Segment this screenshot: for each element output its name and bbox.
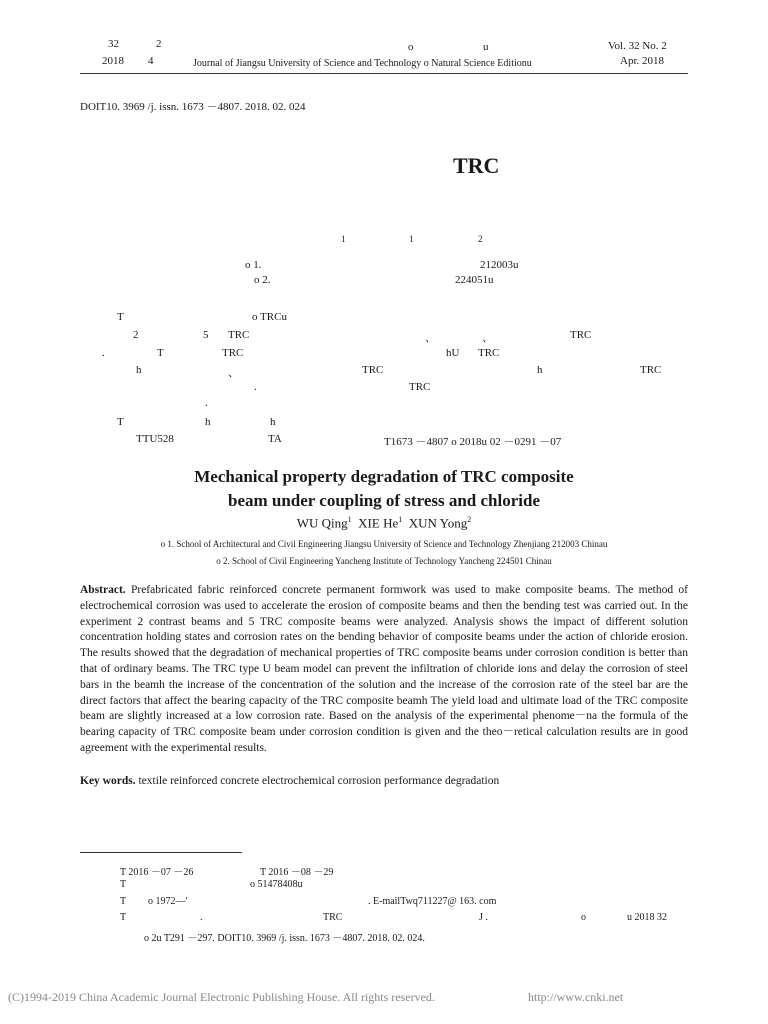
keywords-cn-fragment: h xyxy=(205,416,211,428)
abstract-cn-fragment: . xyxy=(254,381,257,393)
footnote-fund: T xyxy=(120,879,127,890)
footnote-citation-fragment: o xyxy=(581,912,586,923)
affiliation-en-1: o 1. School of Architectural and Civil Engineering Jiangsu University of Science and Technology Zhenjiang 212003 Chinau xyxy=(160,539,608,549)
affiliation-en-2: o 2. School of Civil Engineering Yancheng Institute of Technology Yancheng 224501 Chinau xyxy=(216,556,552,566)
abstract-label: Abstract. xyxy=(80,584,126,596)
abstract-cn-fragment: T xyxy=(117,311,124,323)
keywords-en xyxy=(80,775,499,787)
abstract-cn-fragment: TRC xyxy=(362,364,384,376)
header-rule xyxy=(80,73,688,74)
document-code: TA xyxy=(268,433,282,445)
footnote-fund-number: o 51478408u xyxy=(250,879,303,890)
keywords-cn-fragment: h xyxy=(270,416,276,428)
footnote-citation: T xyxy=(120,912,127,923)
page-title-cn: TRC xyxy=(453,153,500,178)
author-name: XIE He xyxy=(358,515,399,531)
header-volume-cn: 32 xyxy=(108,38,119,50)
author-sup: 1 xyxy=(398,515,403,524)
affiliation-cn: 212003u xyxy=(480,259,519,271)
abstract-cn-fragment: TRC xyxy=(222,347,244,359)
header-year-cn: 2018 xyxy=(102,55,124,67)
affiliation-cn: 224051u xyxy=(455,274,494,286)
header-journal-fragment: o xyxy=(408,41,414,53)
header-journal-fragment: u xyxy=(483,41,489,53)
abstract-cn-fragment: TRC xyxy=(570,329,592,341)
abstract-cn-fragment: o TRCu xyxy=(252,311,287,323)
abstract-cn-fragment: TRC xyxy=(478,347,500,359)
abstract-cn-fragment: T xyxy=(157,347,164,359)
abstract-cn-fragment: 、 xyxy=(425,332,436,344)
abstract-cn-fragment: 5 xyxy=(203,329,209,341)
keywords-cn-fragment: T xyxy=(117,416,124,428)
author-sup: 1 xyxy=(347,515,352,524)
doi-line: DOIT10. 3969 /j. issn. 1673 －4807. 2018. 02. 024 xyxy=(80,101,306,113)
footnote-citation-doi: o 2u T291 －297. DOIT10. 3969 /j. issn. 1673 －4807. 2018. 02. 024. xyxy=(144,933,425,944)
abstract-cn-fragment: . xyxy=(102,347,105,359)
abstract-cn-fragment: hU xyxy=(446,347,460,359)
author-sup: 2 xyxy=(478,234,483,244)
abstract-cn-fragment: 、 xyxy=(482,332,493,344)
author-sup: 2 xyxy=(467,515,472,524)
author-name: WU Qing xyxy=(296,515,348,531)
abstract-cn-fragment: TRC xyxy=(228,329,250,341)
keywords-label: Key words. xyxy=(80,775,136,787)
footnote-citation-fragment: u 2018 32 xyxy=(627,912,667,923)
footnote-citation-fragment: . xyxy=(200,912,203,923)
abstract-cn-fragment: h xyxy=(136,364,142,376)
header-date-en: Apr. 2018 xyxy=(620,55,664,67)
author-sup: 1 xyxy=(409,234,414,244)
article-number: T1673 －4807 o 2018u 02 －0291 －07 xyxy=(384,436,562,448)
header-journal-name: Journal of Jiangsu University of Science and Technology o Natural Science Editionu xyxy=(193,58,532,69)
title-en-line-1: Mechanical property degradation of TRC composite xyxy=(194,467,574,486)
footnote-received: T 2016 －07 －26 xyxy=(120,867,194,878)
abstract-en xyxy=(80,583,688,757)
affiliation-cn: o 2. xyxy=(254,274,271,286)
header-volume-en: Vol. 32 No. 2 xyxy=(608,40,667,52)
header-number-cn: 2 xyxy=(156,38,162,50)
abstract-cn-fragment: h xyxy=(537,364,543,376)
abstract-text: Prefabricated fabric reinforced concrete permanent formwork was used to make composite beams. The method of electrochemical corrosion was used to accelerate the erosion of composite beams and then the bending test was carried out. In the experiment 2 contrast beams and 5 TRC composite beams were analyzed. Analysis shows the impact of different solution concentration holding states and corrosion rates on the bending behavior of composite beams under the action of chloride erosion. The results showed that the degradation of mechanical properties of TRC composite beams under corrosion condition is better than that of ordinary beams. The TRC type U beam model can prevent the infiltration of chloride ions and delay the corrosion of steel bars in the beamh the increase of the concentration of the solution and the increase of the corrosion rate of the steel bar are the direct factors that affect the bearing capacity of the TRC composite beamh The yield load and ultimate load of the TRC composite beam are slightly increased at a low corrosion rate. Based on the analysis of the experimental phenome－na the formula of the bearing capacity of TRC composite beam under corrosion condition is given and the theo－retical calculation results are in good agreement with the experimental results. xyxy=(80,584,688,754)
footnote-rule xyxy=(80,852,242,853)
keywords-text: textile reinforced concrete electrochemical corrosion performance degradation xyxy=(138,775,500,787)
author-sup: 1 xyxy=(341,234,346,244)
footnote-author: T xyxy=(120,896,127,907)
header-month-cn: 4 xyxy=(148,55,154,67)
footnote-citation-fragment: J . xyxy=(479,912,488,923)
abstract-cn-fragment: TRC xyxy=(640,364,662,376)
abstract-cn-fragment: TRC xyxy=(409,381,431,393)
class-number: TTU528 xyxy=(136,433,174,445)
copyright-notice: (C)1994-2019 China Academic Journal Electronic Publishing House. All rights reserved. xyxy=(8,990,435,1004)
cnki-url: http://www.cnki.net xyxy=(528,990,624,1004)
footnote-revised: T 2016 －08 －29 xyxy=(260,867,334,878)
footnote-author-birth: o 1972—' xyxy=(148,896,188,907)
abstract-cn-fragment: . xyxy=(205,397,208,409)
author-name: XUN Yong xyxy=(408,515,468,531)
authors-en xyxy=(0,515,768,531)
footnote-email: . E-mailTwq711227@ 163. com xyxy=(368,896,497,907)
abstract-cn-fragment: 、 xyxy=(228,367,239,379)
title-en-line-2: beam under coupling of stress and chloride xyxy=(227,491,541,510)
abstract-cn-fragment: 2 xyxy=(133,329,139,341)
affiliation-cn: o 1. xyxy=(245,259,262,271)
footnote-citation-fragment: TRC xyxy=(323,912,343,923)
